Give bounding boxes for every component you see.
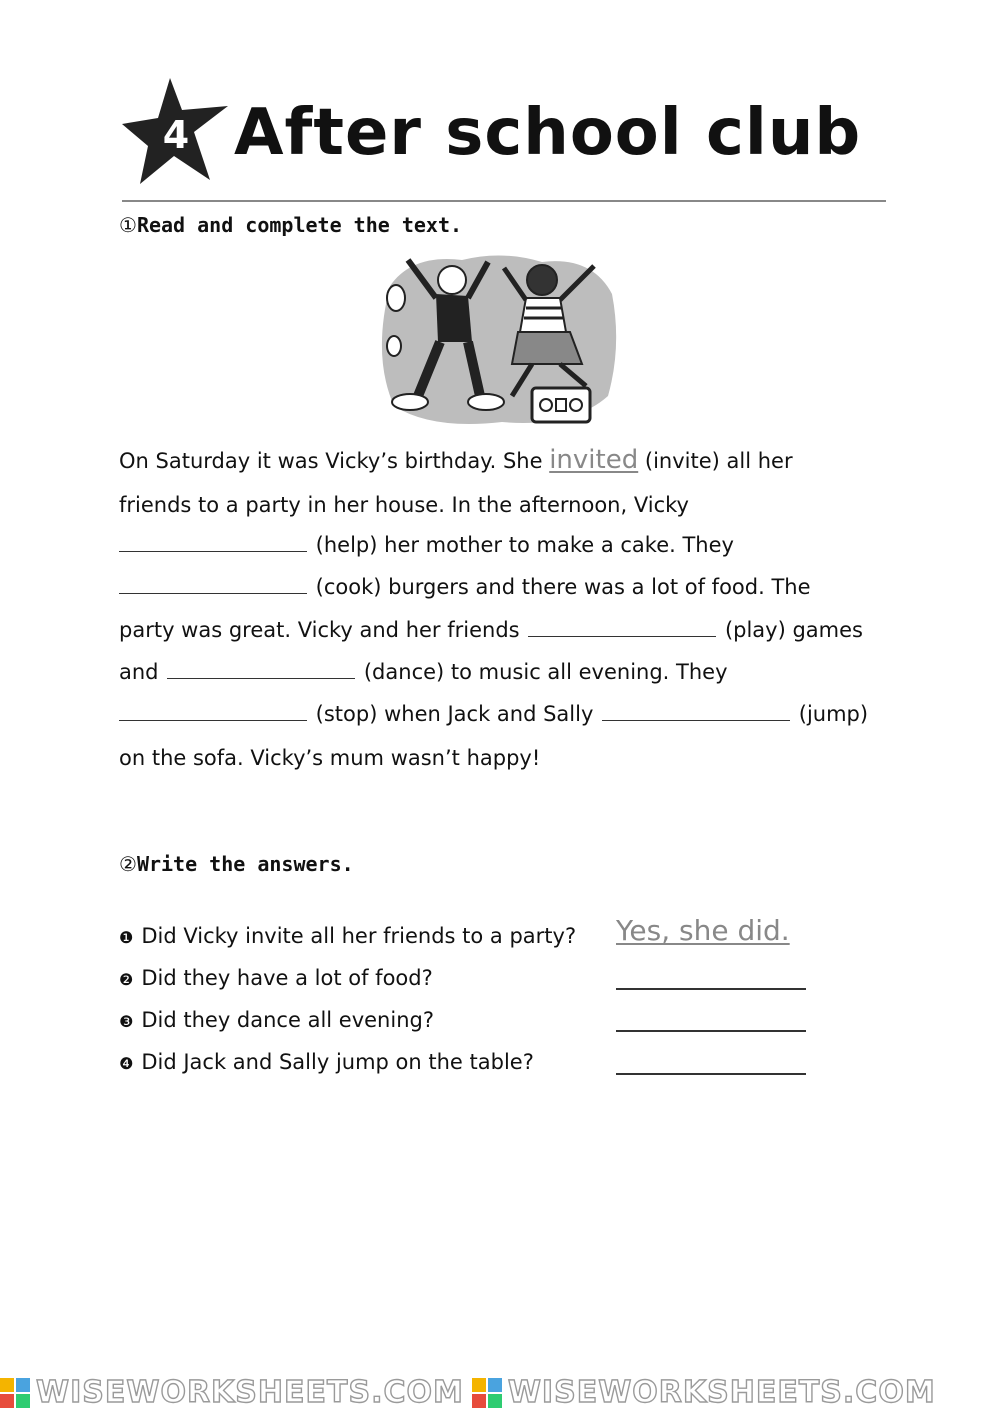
question-1-bullet: ❶ <box>119 928 134 947</box>
section2-number: ② <box>119 852 137 876</box>
title-divider <box>122 200 886 202</box>
passage-line-6: and (dance) to music all evening. They <box>119 660 728 684</box>
question-2: ❷ Did they have a lot of food? <box>119 966 433 990</box>
passage-line-4: (cook) burgers and there was a lot of food. The <box>119 573 811 601</box>
section1-instruction: Read and complete the text. <box>136 213 463 237</box>
blank-dance[interactable] <box>167 660 355 679</box>
question-2-bullet: ❷ <box>119 970 134 989</box>
footer-watermark <box>0 1372 1000 1413</box>
watermark-group-1 <box>0 1375 464 1410</box>
blank-help[interactable] <box>119 533 307 552</box>
watermark-text: WISEWORKSHEETS.COM <box>507 1375 936 1410</box>
page-title: After school club <box>234 96 862 170</box>
unit-number: 4 <box>162 113 190 157</box>
blank-cook[interactable] <box>119 575 307 594</box>
blank-play[interactable] <box>528 618 716 637</box>
wiseworksheets-logo-icon <box>472 1378 502 1408</box>
passage-line-7: (stop) when Jack and Sally (jump) <box>119 700 868 728</box>
unit-star-badge <box>118 76 234 186</box>
passage-line-2: friends to a party in her house. In the afternoon, Vicky <box>119 493 689 517</box>
wiseworksheets-logo-icon <box>0 1378 30 1408</box>
section1-number: ① <box>119 213 137 237</box>
question-4: ❹ Did Jack and Sally jump on the table? <box>119 1050 534 1074</box>
section2-heading <box>119 852 354 876</box>
blank-jump[interactable] <box>602 702 790 721</box>
question-4-answer-line[interactable] <box>616 1073 806 1075</box>
example-answer-invited: invited <box>549 445 639 475</box>
question-1: ❶ Did Vicky invite all her friends to a party? <box>119 924 577 948</box>
question-3: ❸ Did they dance all evening? <box>119 1008 434 1032</box>
section2-instruction: Write the answers. <box>136 852 354 876</box>
passage-line-1: On Saturday it was Vicky’s birthday. She invited (invite) all her <box>119 445 793 475</box>
blank-stop[interactable] <box>119 702 307 721</box>
question-3-bullet: ❸ <box>119 1012 134 1031</box>
passage-line-8: on the sofa. Vicky’s mum wasn’t happy! <box>119 746 541 770</box>
section1-heading <box>119 213 462 237</box>
question-1-example-answer: Yes, she did. <box>616 914 790 947</box>
question-3-answer-line[interactable] <box>616 1030 806 1032</box>
watermark-text: WISEWORKSHEETS.COM <box>36 1375 464 1410</box>
question-4-bullet: ❹ <box>119 1054 134 1073</box>
watermark-group-2 <box>472 1375 936 1410</box>
passage-line-5: party was great. Vicky and her friends (play) games <box>119 618 863 642</box>
question-2-answer-line[interactable] <box>616 988 806 990</box>
party-dancing-illustration <box>372 246 622 430</box>
passage-line-3: (help) her mother to make a cake. They <box>119 531 734 559</box>
